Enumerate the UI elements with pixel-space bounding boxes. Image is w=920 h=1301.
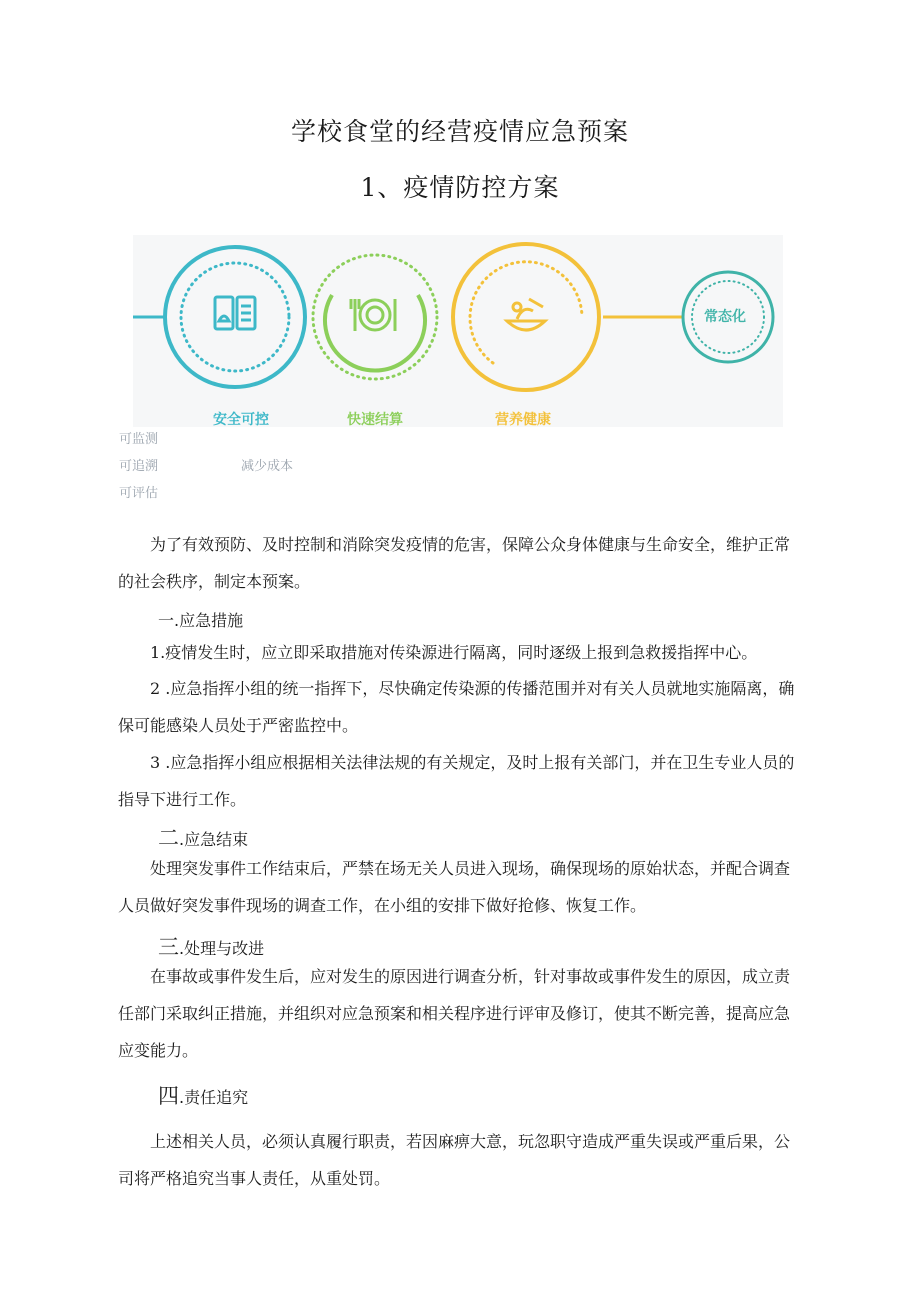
- section-subtitle: 1、疫情防控方案: [360, 173, 560, 202]
- section-4-heading: [158, 1080, 248, 1110]
- section-1-number: 一: [158, 611, 175, 630]
- section-2-title: .应急结束: [179, 830, 249, 849]
- figure-item-trace: 可追溯: [119, 459, 159, 474]
- section-4-paragraph: 上述相关人员，必须认真履行职责，若因麻痹大意，玩忽职守造成严重失误或严重后果，公司将严格追究当事人责任，从重处罚。: [118, 1132, 791, 1188]
- teal-dotted-ring: [181, 263, 289, 371]
- green-dotted-ring: [313, 255, 437, 379]
- section-3-title: .处理与改进: [179, 939, 265, 958]
- figure-item-monitor: 可监测: [119, 432, 159, 447]
- section-1-heading: [158, 608, 243, 631]
- teal-outer-ring: [165, 247, 305, 387]
- section-4-number: 四: [158, 1084, 179, 1108]
- section-3-number: 三: [158, 935, 179, 959]
- book-icon: [215, 297, 255, 329]
- yellow-dotted-arc: [470, 262, 582, 363]
- document-title: 学校食堂的经营疫情应急预案: [290, 117, 629, 146]
- intro-paragraph: 为了有效预防、及时控制和消除突发疫情的危害，保障公众身体健康与生命安全，维护正常的社会秩序，制定本预案。: [118, 535, 791, 591]
- food-bowl-icon: [507, 299, 545, 330]
- section-2-number: 二: [158, 826, 179, 850]
- measure-item-3: 3 .应急指挥小组应根据相关法律法规的有关规定，及时上报有关部门，并在卫生专业人员的指导下进行工作。: [118, 753, 795, 809]
- label-settlement: 快速结算: [347, 412, 403, 428]
- section-3-heading: [158, 931, 264, 961]
- yellow-outer-ring: [453, 244, 599, 390]
- section-4-title: .责任追究: [179, 1088, 249, 1107]
- measure-item-2: 2 .应急指挥小组的统一指挥下，尽快确定传染源的传播范围并对有关人员就地实施隔离，确保可能感染人员处于严密监控中。: [118, 679, 795, 735]
- figure-item-evaluate: 可评估: [119, 486, 159, 501]
- section-2-paragraph: 处理突发事件工作结束后，严禁在场无关人员进入现场，确保现场的原始状态，并配合调查人员做好突发事件现场的调查工作，在小组的安排下做好抢修、恢复工作。: [118, 859, 791, 915]
- plate-cutlery-icon: [351, 299, 395, 331]
- figure-item-reduce-cost: 减少成本: [241, 459, 294, 474]
- process-diagram-graphic: [133, 235, 783, 427]
- label-nutrition: 营养健康: [495, 412, 551, 428]
- section-2-heading: [158, 822, 248, 852]
- measure-item-1: 1.疫情发生时，应立即采取措施对传染源进行隔离，同时逐级上报到急救援指挥中心。: [150, 643, 758, 662]
- end-label: 常态化: [704, 309, 746, 325]
- section-1-title: .应急措施: [174, 611, 244, 630]
- section-3-paragraph: 在事故或事件发生后，应对发生的原因进行调查分析，针对事故或事件发生的原因，成立责任部门采取纠正措施，并组织对应急预案和相关程序进行评审及修订，使其不断完善，提高应急应变能力。: [118, 967, 791, 1060]
- process-diagram: [133, 235, 783, 427]
- label-safety: 安全可控: [213, 412, 269, 428]
